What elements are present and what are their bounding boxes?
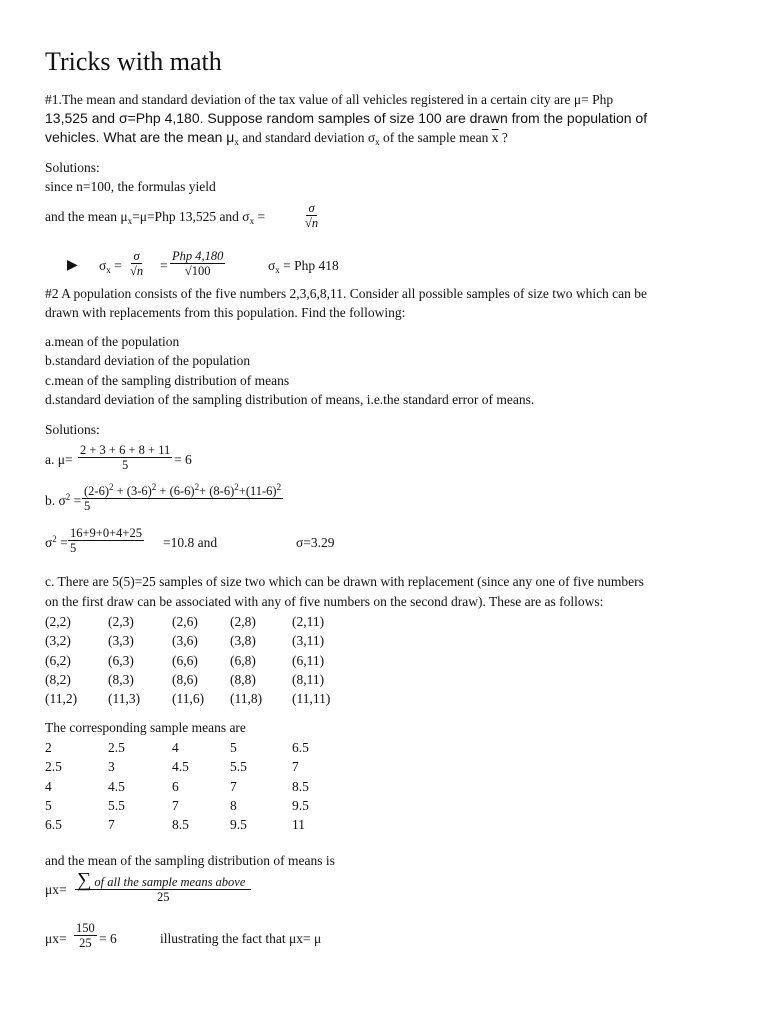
- pair-cell: (11,11): [292, 691, 331, 707]
- mean-cell: 5: [45, 797, 52, 813]
- part-b-prefix: [45, 493, 81, 509]
- variance-sum-fraction: [68, 526, 144, 555]
- variance-result: =10.8 and: [163, 535, 218, 550]
- sigma-symbol: b. σ: [45, 493, 66, 508]
- mean-cell: 7: [172, 797, 179, 813]
- mean-cell: 4: [45, 778, 52, 794]
- fraction-denominator: √n: [130, 264, 144, 278]
- mean-cell: 4.5: [108, 778, 125, 794]
- subscript-x: x: [106, 265, 111, 275]
- list-item-b: b.standard deviation of the population: [45, 353, 251, 368]
- pair-row: [45, 631, 352, 650]
- sigma-symbol: σ: [45, 535, 53, 550]
- mean-cell: 7: [108, 817, 115, 833]
- mean-cell: 7: [230, 778, 237, 794]
- sum-fraction: [75, 869, 251, 904]
- x-bar-symbol: $\overline{x}$: [491, 130, 499, 145]
- variance-fraction-denominator: 5: [84, 499, 91, 513]
- sum-fraction-denominator: 25: [156, 890, 170, 904]
- mean-cell: 8: [230, 797, 237, 813]
- sigma-x-eq-label: [99, 258, 122, 274]
- term-3: + (6-6): [156, 484, 195, 498]
- pair-cell: (8,3): [108, 671, 134, 687]
- part-c-line-2: on the first draw can be associated with any of five numbers on the second draw). These are as follows:: [45, 594, 604, 609]
- equals-sign: =: [110, 258, 122, 273]
- sigma-symbol: σ: [99, 258, 107, 273]
- term-5: +(11-6): [238, 484, 277, 498]
- variance-fraction: [82, 484, 283, 513]
- pair-cell: (11,6): [172, 691, 205, 707]
- sigma-x-result-value: = Php 418: [279, 258, 339, 273]
- pair-cell: (2,8): [230, 614, 256, 629]
- subscript-x: x: [249, 216, 255, 226]
- sigma-result: σ=3.29: [296, 535, 335, 550]
- sigma-over-sqrt-n-fraction-2: [128, 249, 145, 278]
- list-item-c: c.mean of the sampling distribution of means: [45, 373, 290, 388]
- subscript-x: x: [275, 265, 280, 275]
- variance-sum-denominator: 5: [70, 541, 77, 555]
- pair-row: [45, 670, 352, 689]
- superscript-2: 2: [65, 492, 71, 502]
- problem-1-line-2: 13,525 and σ=Php 4,180. Suppose random samples of size 100 are drawn from the population of: [45, 110, 648, 126]
- pair-cell: (11,2): [45, 691, 78, 707]
- part-c-line-1: c. There are 5(5)=25 samples of size two which can be drawn with replacement (since any one of five numbers: [45, 574, 644, 589]
- problem-1-line-3-part-b: and standard deviation σ: [238, 130, 376, 145]
- superscript-2: 2: [52, 534, 57, 544]
- mux-prefix-2: μx=: [45, 931, 67, 946]
- mean-value-result: = 6: [99, 931, 117, 946]
- pair-cell: (3,6): [172, 633, 198, 649]
- pair-cell: (11,8): [230, 691, 263, 707]
- mean-cell: 5.5: [230, 759, 247, 775]
- superscript-2: 2: [234, 482, 239, 492]
- pair-cell: (8,6): [172, 671, 198, 687]
- mux-prefix: μx=: [45, 882, 67, 897]
- illustrating-text: illustrating the fact that μx= μ: [160, 931, 322, 946]
- sum-text: of all the sample means above: [94, 875, 246, 889]
- mean-line-part-a: and the mean μ: [45, 209, 128, 224]
- term-2: + (3-6): [113, 484, 152, 498]
- mean-cell: 6.5: [45, 817, 62, 833]
- mean-value-fraction: [74, 921, 97, 950]
- superscript-2: 2: [109, 482, 114, 492]
- mean-value-denominator: 25: [79, 936, 92, 950]
- sample-means-table: [45, 738, 352, 834]
- sigma-symbol: σ: [268, 258, 276, 273]
- part-b-second-line-prefix: [45, 535, 68, 551]
- mean-fraction-numerator: 2 + 3 + 6 + 8 + 11: [80, 443, 171, 457]
- mean-line: [45, 209, 265, 225]
- mean-fraction: [78, 443, 172, 472]
- mean-cell: 2.5: [45, 759, 62, 775]
- mean-cell: 9.5: [292, 797, 309, 813]
- equals-sign: =: [56, 535, 68, 550]
- equals-sign-2: =: [160, 258, 168, 273]
- variance-sum-numerator: 16+9+0+4+25: [70, 526, 142, 540]
- pair-row: [45, 689, 352, 708]
- pair-cell: (3,11): [292, 633, 325, 649]
- list-item-a: a.mean of the population: [45, 334, 180, 349]
- equals-sign: =: [70, 493, 82, 508]
- mean-cell: 5.5: [108, 797, 125, 813]
- term-4: + (8-6): [199, 484, 235, 498]
- solutions-label-1: Solutions:: [45, 160, 100, 175]
- mean-cell: 11: [292, 817, 305, 833]
- pair-cell: (11,3): [108, 691, 141, 707]
- pair-cell: (3,3): [108, 633, 134, 649]
- pair-row: [45, 651, 352, 670]
- sum-fraction-numerator: [75, 869, 251, 891]
- php-fraction-denominator: √100: [184, 264, 211, 278]
- pair-cell: (6,11): [292, 652, 325, 668]
- subscript-x: x: [375, 137, 380, 147]
- mean-cell: 4.5: [172, 759, 189, 775]
- superscript-2: 2: [276, 482, 282, 492]
- mean-cell: 2.5: [108, 740, 125, 755]
- equals-sign: =: [254, 209, 266, 224]
- page-title: Tricks with math: [45, 47, 222, 76]
- mean-line-part-b: =μ=Php 13,525 and σ: [132, 209, 250, 224]
- problem-1-line-3-part-c: of the sample mean: [379, 130, 492, 145]
- pair-cell: (2,11): [292, 614, 325, 629]
- sigma-over-sqrt-n-fraction: [303, 201, 320, 230]
- pair-cell: (6,6): [172, 652, 198, 668]
- pair-cell: (8,11): [292, 671, 325, 687]
- pair-cell: (6,2): [45, 652, 71, 668]
- mean-cell: 2: [45, 740, 52, 755]
- mean-row: [45, 815, 352, 834]
- pair-row: [45, 612, 352, 631]
- problem-1-line-3: [45, 129, 508, 147]
- final-line-1: and the mean of the sampling distribution of means is: [45, 853, 335, 868]
- mean-value-numerator: 150: [76, 921, 95, 935]
- pair-cell: (8,8): [230, 671, 256, 687]
- mean-cell: 9.5: [230, 817, 247, 833]
- mean-result: = 6: [174, 452, 192, 467]
- mean-row: [45, 757, 352, 776]
- list-item-d: d.standard deviation of the sampling distribution of means, i.e.the standard error of means.: [45, 392, 535, 407]
- mean-row: [45, 777, 352, 796]
- sample-means-label: The corresponding sample means are: [45, 720, 246, 735]
- pair-cell: (2,2): [45, 614, 71, 629]
- pair-cell: (6,8): [230, 652, 256, 668]
- variance-fraction-numerator: [82, 484, 283, 499]
- fraction-numerator: σ: [133, 249, 140, 263]
- sample-pairs-table: [45, 612, 352, 708]
- mean-row: [45, 796, 352, 815]
- php-fraction-numerator: Php 4,180: [172, 249, 224, 263]
- mean-cell: 8.5: [292, 778, 309, 794]
- superscript-2: 2: [151, 482, 157, 492]
- mean-cell: 5: [230, 740, 237, 755]
- fraction-numerator: σ: [308, 201, 315, 215]
- term-1: (2-6): [84, 484, 109, 498]
- problem-1-line-3-part-d: ?: [498, 130, 508, 145]
- mean-cell: 6: [172, 778, 179, 794]
- mean-cell: 6.5: [292, 740, 309, 755]
- pair-cell: (2,6): [172, 614, 198, 629]
- summation-symbol: ∑: [77, 869, 92, 891]
- mean-row: [45, 738, 352, 757]
- fraction-denominator: √n: [305, 216, 319, 230]
- pair-cell: (2,3): [108, 614, 134, 629]
- subscript-x: x: [234, 137, 239, 147]
- problem-1-line-1: #1.The mean and standard deviation of the tax value of all vehicles registered in a certain city are μ= Php: [45, 92, 614, 107]
- pair-cell: (6,3): [108, 652, 134, 668]
- problem-2-line-1: #2 A population consists of the five numbers 2,3,6,8,11. Consider all possible samples of size two which can be: [45, 286, 648, 301]
- sigma-x-result: [268, 258, 339, 274]
- part-a-prefix: a. μ=: [45, 452, 73, 467]
- mean-cell: 7: [292, 759, 299, 775]
- solutions-label-2: Solutions:: [45, 422, 100, 437]
- mean-cell: 8.5: [172, 817, 189, 833]
- pair-cell: (3,8): [230, 633, 256, 649]
- problem-2-line-2: drawn with replacements from this population. Find the following:: [45, 305, 406, 320]
- superscript-2: 2: [194, 482, 200, 492]
- mean-fraction-denominator: 5: [121, 458, 129, 472]
- subscript-x: x: [127, 216, 133, 226]
- problem-1-line-3-part-a: vehicles. What are the mean μ: [45, 129, 235, 145]
- since-n-line: since n=100, the formulas yield: [45, 179, 216, 194]
- pair-cell: (8,2): [45, 671, 71, 687]
- pair-cell: (3,2): [45, 633, 71, 649]
- mean-cell: 3: [108, 759, 115, 775]
- php-fraction: [170, 249, 225, 278]
- arrow-bullet-icon: ▶: [67, 258, 78, 273]
- mean-cell: 4: [172, 740, 179, 755]
